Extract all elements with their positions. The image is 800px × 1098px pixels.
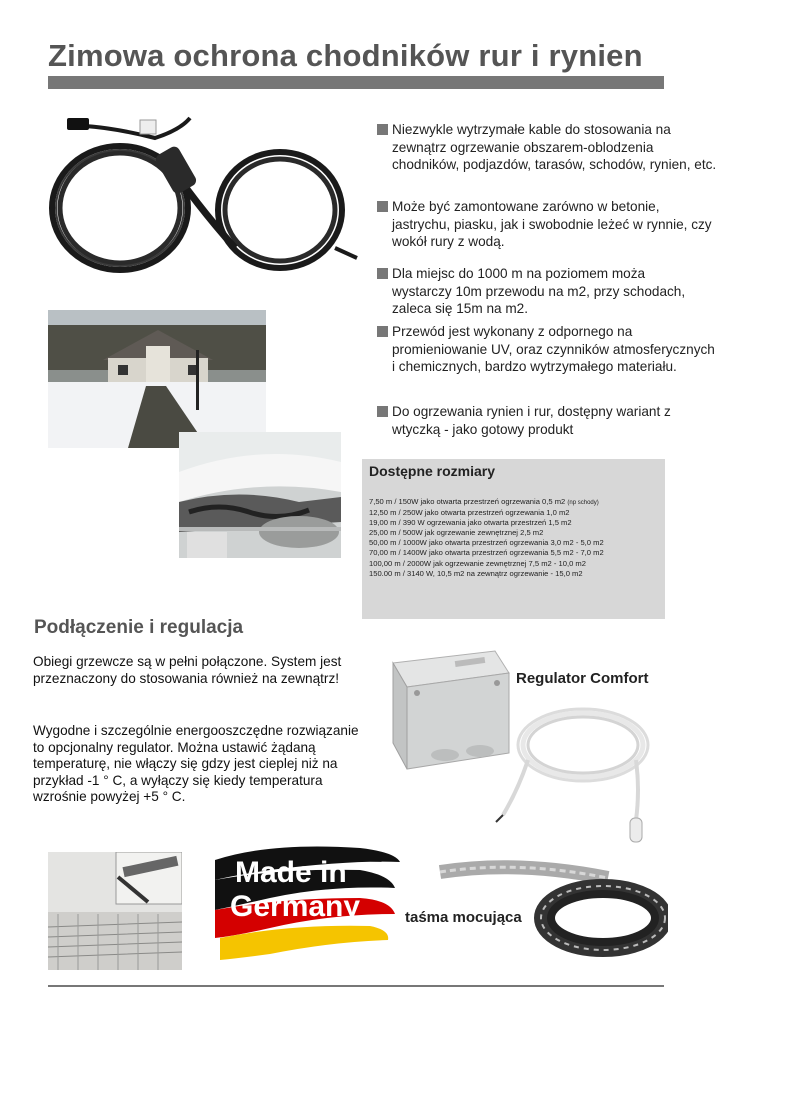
list-item: 150.00 m / 3140 W, 10,5 m2 na zewnątrz ogrzewanie - 15,0 m2 bbox=[369, 568, 583, 578]
logo-line2: Germany bbox=[230, 890, 361, 923]
bullet-square-icon bbox=[377, 406, 388, 417]
list-item: 19,00 m / 390 W ogrzewania jako otwarta przestrzeń 1,5 m2 bbox=[369, 518, 572, 528]
logo-line1: Made in bbox=[235, 856, 347, 889]
list-item: 100,00 m / 2000W jak ogrzewanie zewnętrznej 7,5 m2 - 10,0 m2 bbox=[369, 558, 586, 568]
list-item: 50,00 m / 1000W jako otwarta przestrzeń ogrzewania 3,0 m2 - 5,0 m2 bbox=[369, 538, 604, 548]
heating-cable-image bbox=[45, 108, 360, 288]
mounting-tape-image bbox=[438, 858, 668, 960]
sizes-title: Dostępne rozmiary bbox=[369, 463, 496, 479]
bullet-item: Może być zamontowane zarówno w betonie, jastrychu, piasku, jak i swobodnie leżeć w rynnie, czy wokół rury z wodą. bbox=[377, 198, 717, 251]
list-item: 70,00 m / 1400W jako otwarta przestrzeń ogrzewania 5,5 m2 - 7,0 m2 bbox=[369, 548, 604, 558]
gutter-photo bbox=[179, 432, 341, 558]
sensor-cable-image bbox=[488, 700, 668, 850]
paragraph: Wygodne i szczególnie energooszczędne rozwiązanie to opcjonalny regulator. Można ustawić żądaną temperaturę, nie włączy się gdzy jest cieplej niż na przykład -1 ° C, a wyłączy się kiedy temperatura wzrośnie powyżej +5 ° C. bbox=[33, 723, 359, 804]
bullet-square-icon bbox=[377, 124, 388, 135]
house-snow-photo bbox=[48, 310, 266, 448]
title-underline-bar bbox=[48, 76, 664, 89]
list-item: 7,50 m / 150W jako otwarta przestrzeń ogrzewania 0,5 m2 (np schody) bbox=[369, 497, 599, 506]
bullet-item: Dla miejsc do 1000 m na poziomem moża wystarczy 10m przewodu na m2, przy schodach, zaleca się 15m na m2. bbox=[377, 265, 717, 318]
regulator-label: Regulator Comfort bbox=[516, 670, 649, 687]
made-in-germany-logo bbox=[210, 840, 410, 960]
sizes-list bbox=[369, 497, 661, 579]
floor-installation-photo bbox=[48, 852, 182, 970]
bullet-item: Do ogrzewania rynien i rur, dostępny wariant z wtyczką - jako gotowy produkt bbox=[377, 403, 717, 438]
bullet-item: Niezwykle wytrzymałe kable do stosowania na zewnątrz ogrzewanie obszarem-oblodzenia chodników, podjazdów, tarasów, schodów, rynien, etc. bbox=[377, 121, 717, 174]
bullet-square-icon bbox=[377, 268, 388, 279]
list-item: 12,50 m / 250W jako otwarta przestrzeń ogrzewania 1,0 m2 bbox=[369, 508, 570, 518]
section-title: Podłączenie i regulacja bbox=[34, 617, 244, 638]
bottom-divider bbox=[48, 985, 664, 987]
tape-label: taśma mocująca bbox=[405, 909, 522, 926]
bullet-square-icon bbox=[377, 201, 388, 212]
bullet-item: Przewód jest wykonany z odpornego na promieniowanie UV, oraz czynników atmosferycznych i chemicznych, bardzo wytrzymałego materiału. bbox=[377, 323, 717, 376]
page-title: Zimowa ochrona chodników rur i rynien bbox=[48, 38, 643, 73]
bullet-square-icon bbox=[377, 326, 388, 337]
paragraph: Obiegi grzewcze są w pełni połączone. System jest przeznaczony do stosowania również na zewnątrz! bbox=[33, 654, 342, 686]
list-item: 25,00 m / 500W jak ogrzewanie zewnętrznej 2,5 m2 bbox=[369, 528, 544, 538]
